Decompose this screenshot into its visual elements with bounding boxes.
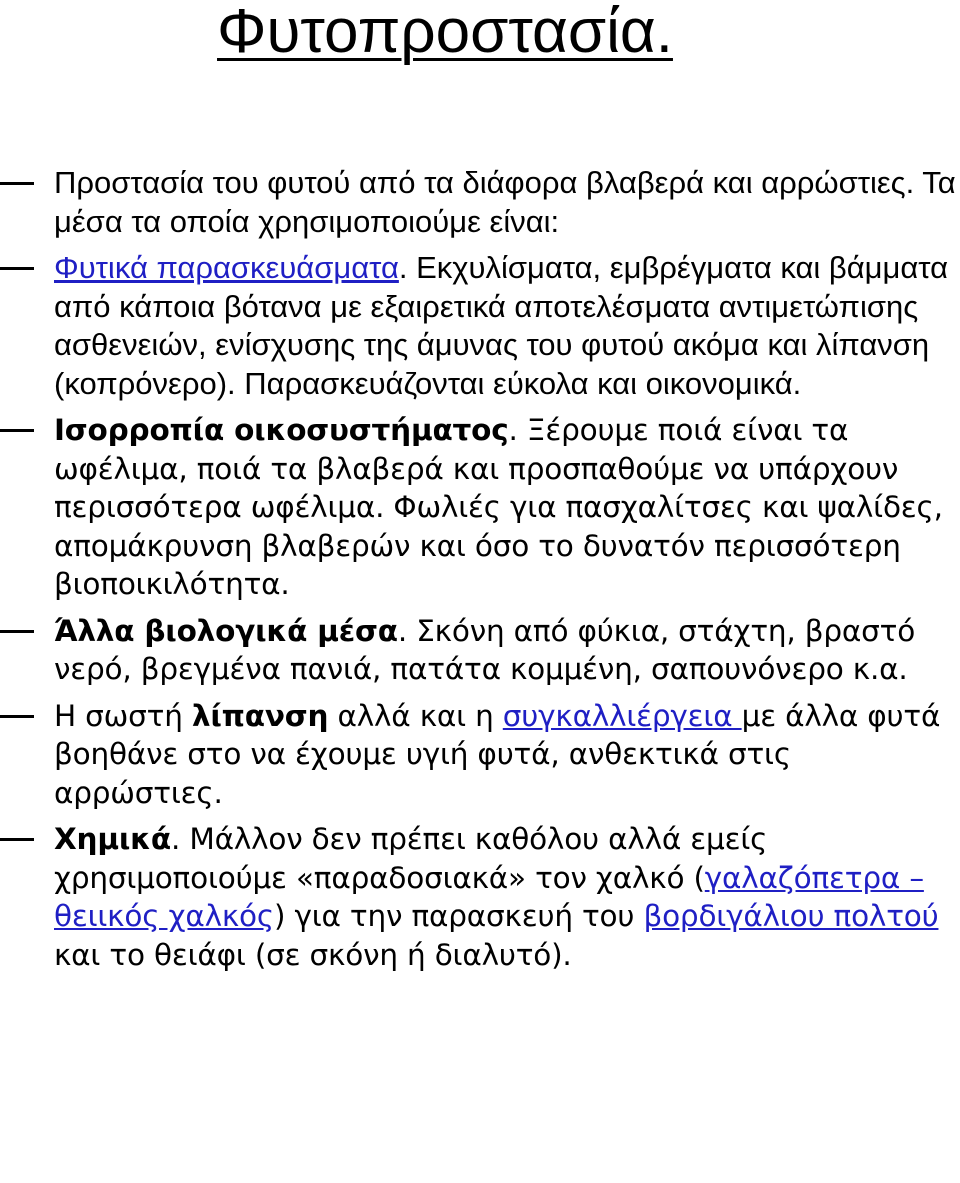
plant-preparations-link[interactable]: Φυτικά παρασκευάσματα: [54, 250, 399, 285]
bullet-text: . Μάλλον δεν πρέπει καθόλου αλλά εμείς χρησιμοποιούμε «παραδοσιακά» τον χαλκό (: [54, 822, 768, 895]
bullet-text: . Σκόνη από φύκια, στάχτη, βραστό νερό, βρεγμένα πανιά, πατάτα κομμένη, σαπουνόνερο κ.α.: [54, 613, 916, 686]
bullet-text: . Εκχυλίσματα, εμβρέγματα και βάμματα από κάποια βότανα με εξαιρετικά αποτελέσματα αντιμετώπισης ασθενειών, ενίσχυσης της άμυνας του φυτού ακόμα και λίπανση (κοπρόνερο). Παρασκευάζονται εύκολα και οικονομικά.: [54, 250, 949, 401]
bullet-heading: Ισορροπία οικοσυστήματος: [54, 413, 509, 447]
bullet-text: με άλλα φυτά βοηθάνε στο να έχουμε υγιή φυτά, ανθεκτικά στις αρρώστιες.: [54, 698, 941, 810]
bullet-text: . Ξέρουμε ποιά είναι τα ωφέλιμα, ποιά τα βλαβερά και προσπαθούμε να υπάρχουν περισσότερα ωφέλιμα. Φωλιές για πασχαλίτσες και ψαλίδες, απομάκρυνση βλαβερών και όσο το δυνατόν περισσότερη βιοποικιλότητα.: [54, 413, 943, 601]
bullet-list: [0, 164, 960, 982]
page-title: Φυτοπροστασία.: [217, 0, 673, 66]
list-item: [0, 411, 960, 604]
list-item: [0, 249, 960, 403]
list-item: [0, 820, 960, 974]
dash-bullet-icon: [0, 182, 34, 185]
list-item: [0, 697, 960, 813]
bullet-text: Η σωστή: [54, 698, 192, 733]
bullet-heading: λίπανση: [191, 698, 329, 733]
intercropping-link[interactable]: συγκαλλιέργεια: [502, 698, 742, 733]
dash-bullet-icon: [0, 630, 34, 633]
bullet-heading: Χημικά: [54, 822, 171, 856]
bullet-heading: Άλλα βιολογικά μέσα: [54, 613, 398, 648]
dash-bullet-icon: [0, 715, 34, 718]
bullet-text: και το θειάφι (σε σκόνη ή διαλυτό).: [54, 937, 572, 972]
bullet-text: Προστασία του φυτού από τα διάφορα βλαβερά και αρρώστιες. Τα μέσα τα οποία χρησιμοποιούμε είναι:: [54, 165, 956, 239]
list-item: [0, 612, 960, 689]
list-item: [0, 164, 960, 241]
dash-bullet-icon: [0, 429, 34, 432]
dash-bullet-icon: [0, 267, 34, 270]
dash-bullet-icon: [0, 838, 34, 841]
bordeaux-mixture-link[interactable]: βορδιγάλιου πολτού: [643, 899, 939, 933]
bullet-text: ) για την παρασκευή του: [273, 899, 644, 933]
copper-sulfate-link[interactable]: γαλαζόπετρα – θειικός χαλκός: [54, 860, 924, 933]
bullet-text: αλλά και η: [328, 698, 503, 733]
